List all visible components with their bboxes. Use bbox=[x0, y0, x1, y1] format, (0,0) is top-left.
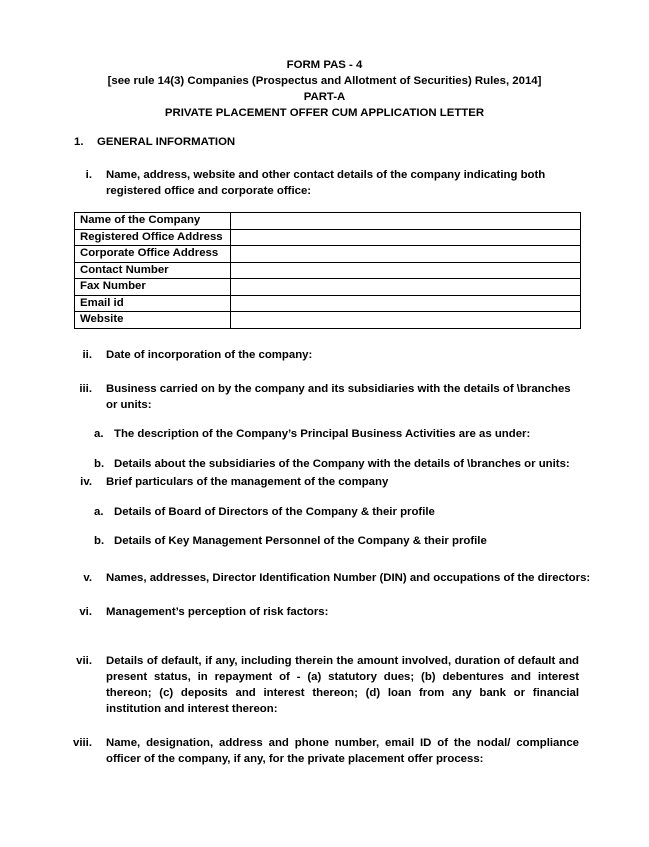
item-iv-a-text: Details of Board of Directors of the Company & their profile bbox=[114, 506, 435, 518]
table-row bbox=[75, 312, 581, 329]
form-title: FORM PAS - 4 bbox=[286, 59, 363, 71]
row-label: Website bbox=[75, 312, 231, 329]
row-value bbox=[231, 262, 581, 279]
item-ii-number: ii. bbox=[82, 349, 92, 361]
row-label: Name of the Company bbox=[75, 213, 231, 230]
letter-title: PRIVATE PLACEMENT OFFER CUM APPLICATION LETTER bbox=[164, 107, 485, 119]
item-iii-a-number: a. bbox=[94, 428, 104, 440]
item-iv-b-text: Details of Key Management Personnel of the Company & their profile bbox=[114, 535, 487, 547]
item-vii-text: Details of default, if any, including therein the amount involved, duration of default and present status, in repayment of - (a) statutory dues; (b) debentures and interest thereon; (c) deposits and interest thereon; (d) loan from any bank or financial institution and interest thereon: bbox=[106, 655, 579, 715]
item-vi-text: Management’s perception of risk factors: bbox=[106, 606, 329, 618]
row-value bbox=[231, 312, 581, 329]
table-row bbox=[75, 213, 581, 230]
table-row bbox=[75, 262, 581, 279]
row-value bbox=[231, 213, 581, 230]
item-v-text: Names, addresses, Director Identification Number (DIN) and occupations of the directors: bbox=[106, 572, 591, 584]
item-i-text: Name, address, website and other contact details of the company indicating both registered office and corporate office: bbox=[106, 169, 546, 197]
item-viii-text: Name, designation, address and phone number, email ID of the nodal/ compliance officer of the company, if any, for the private placement offer process: bbox=[106, 737, 579, 765]
part-label: PART-A bbox=[303, 91, 346, 103]
row-label: Email id bbox=[75, 295, 231, 312]
item-ii-text: Date of incorporation of the company: bbox=[106, 349, 313, 361]
item-iv-number: iv. bbox=[80, 476, 92, 488]
item-i-number: i. bbox=[85, 169, 92, 181]
item-vi-number: vi. bbox=[79, 606, 92, 618]
item-iii-b-number: b. bbox=[94, 458, 105, 470]
rule-reference: [see rule 14(3) Companies (Prospectus and Allotment of Securities) Rules, 2014] bbox=[107, 75, 542, 87]
item-iii-b-text: Details about the subsidiaries of the Company with the details of \branches or units: bbox=[114, 458, 570, 470]
row-value bbox=[231, 295, 581, 312]
item-iv-b-number: b. bbox=[94, 535, 105, 547]
row-label: Contact Number bbox=[75, 262, 231, 279]
item-viii-number: viii. bbox=[73, 737, 92, 749]
row-label: Registered Office Address bbox=[75, 229, 231, 246]
item-vii-number: vii. bbox=[76, 655, 92, 667]
table-row bbox=[75, 229, 581, 246]
section-number: 1. bbox=[74, 136, 84, 148]
table-row bbox=[75, 246, 581, 263]
item-iii-text: Business carried on by the company and its subsidiaries with the details of \branches or units: bbox=[106, 383, 571, 411]
section-title: GENERAL INFORMATION bbox=[97, 136, 236, 148]
item-iv-a-number: a. bbox=[94, 506, 104, 518]
row-value bbox=[231, 279, 581, 296]
item-iii-a-text: The description of the Company’s Principal Business Activities are as under: bbox=[114, 428, 531, 440]
row-value bbox=[231, 246, 581, 263]
row-label: Fax Number bbox=[75, 279, 231, 296]
table-row bbox=[75, 295, 581, 312]
item-v-number: v. bbox=[83, 572, 92, 584]
table-row bbox=[75, 279, 581, 296]
row-value bbox=[231, 229, 581, 246]
item-iv-text: Brief particulars of the management of the company bbox=[106, 476, 389, 488]
item-iii-number: iii. bbox=[79, 383, 92, 395]
company-contact-table bbox=[74, 212, 581, 329]
row-label: Corporate Office Address bbox=[75, 246, 231, 263]
